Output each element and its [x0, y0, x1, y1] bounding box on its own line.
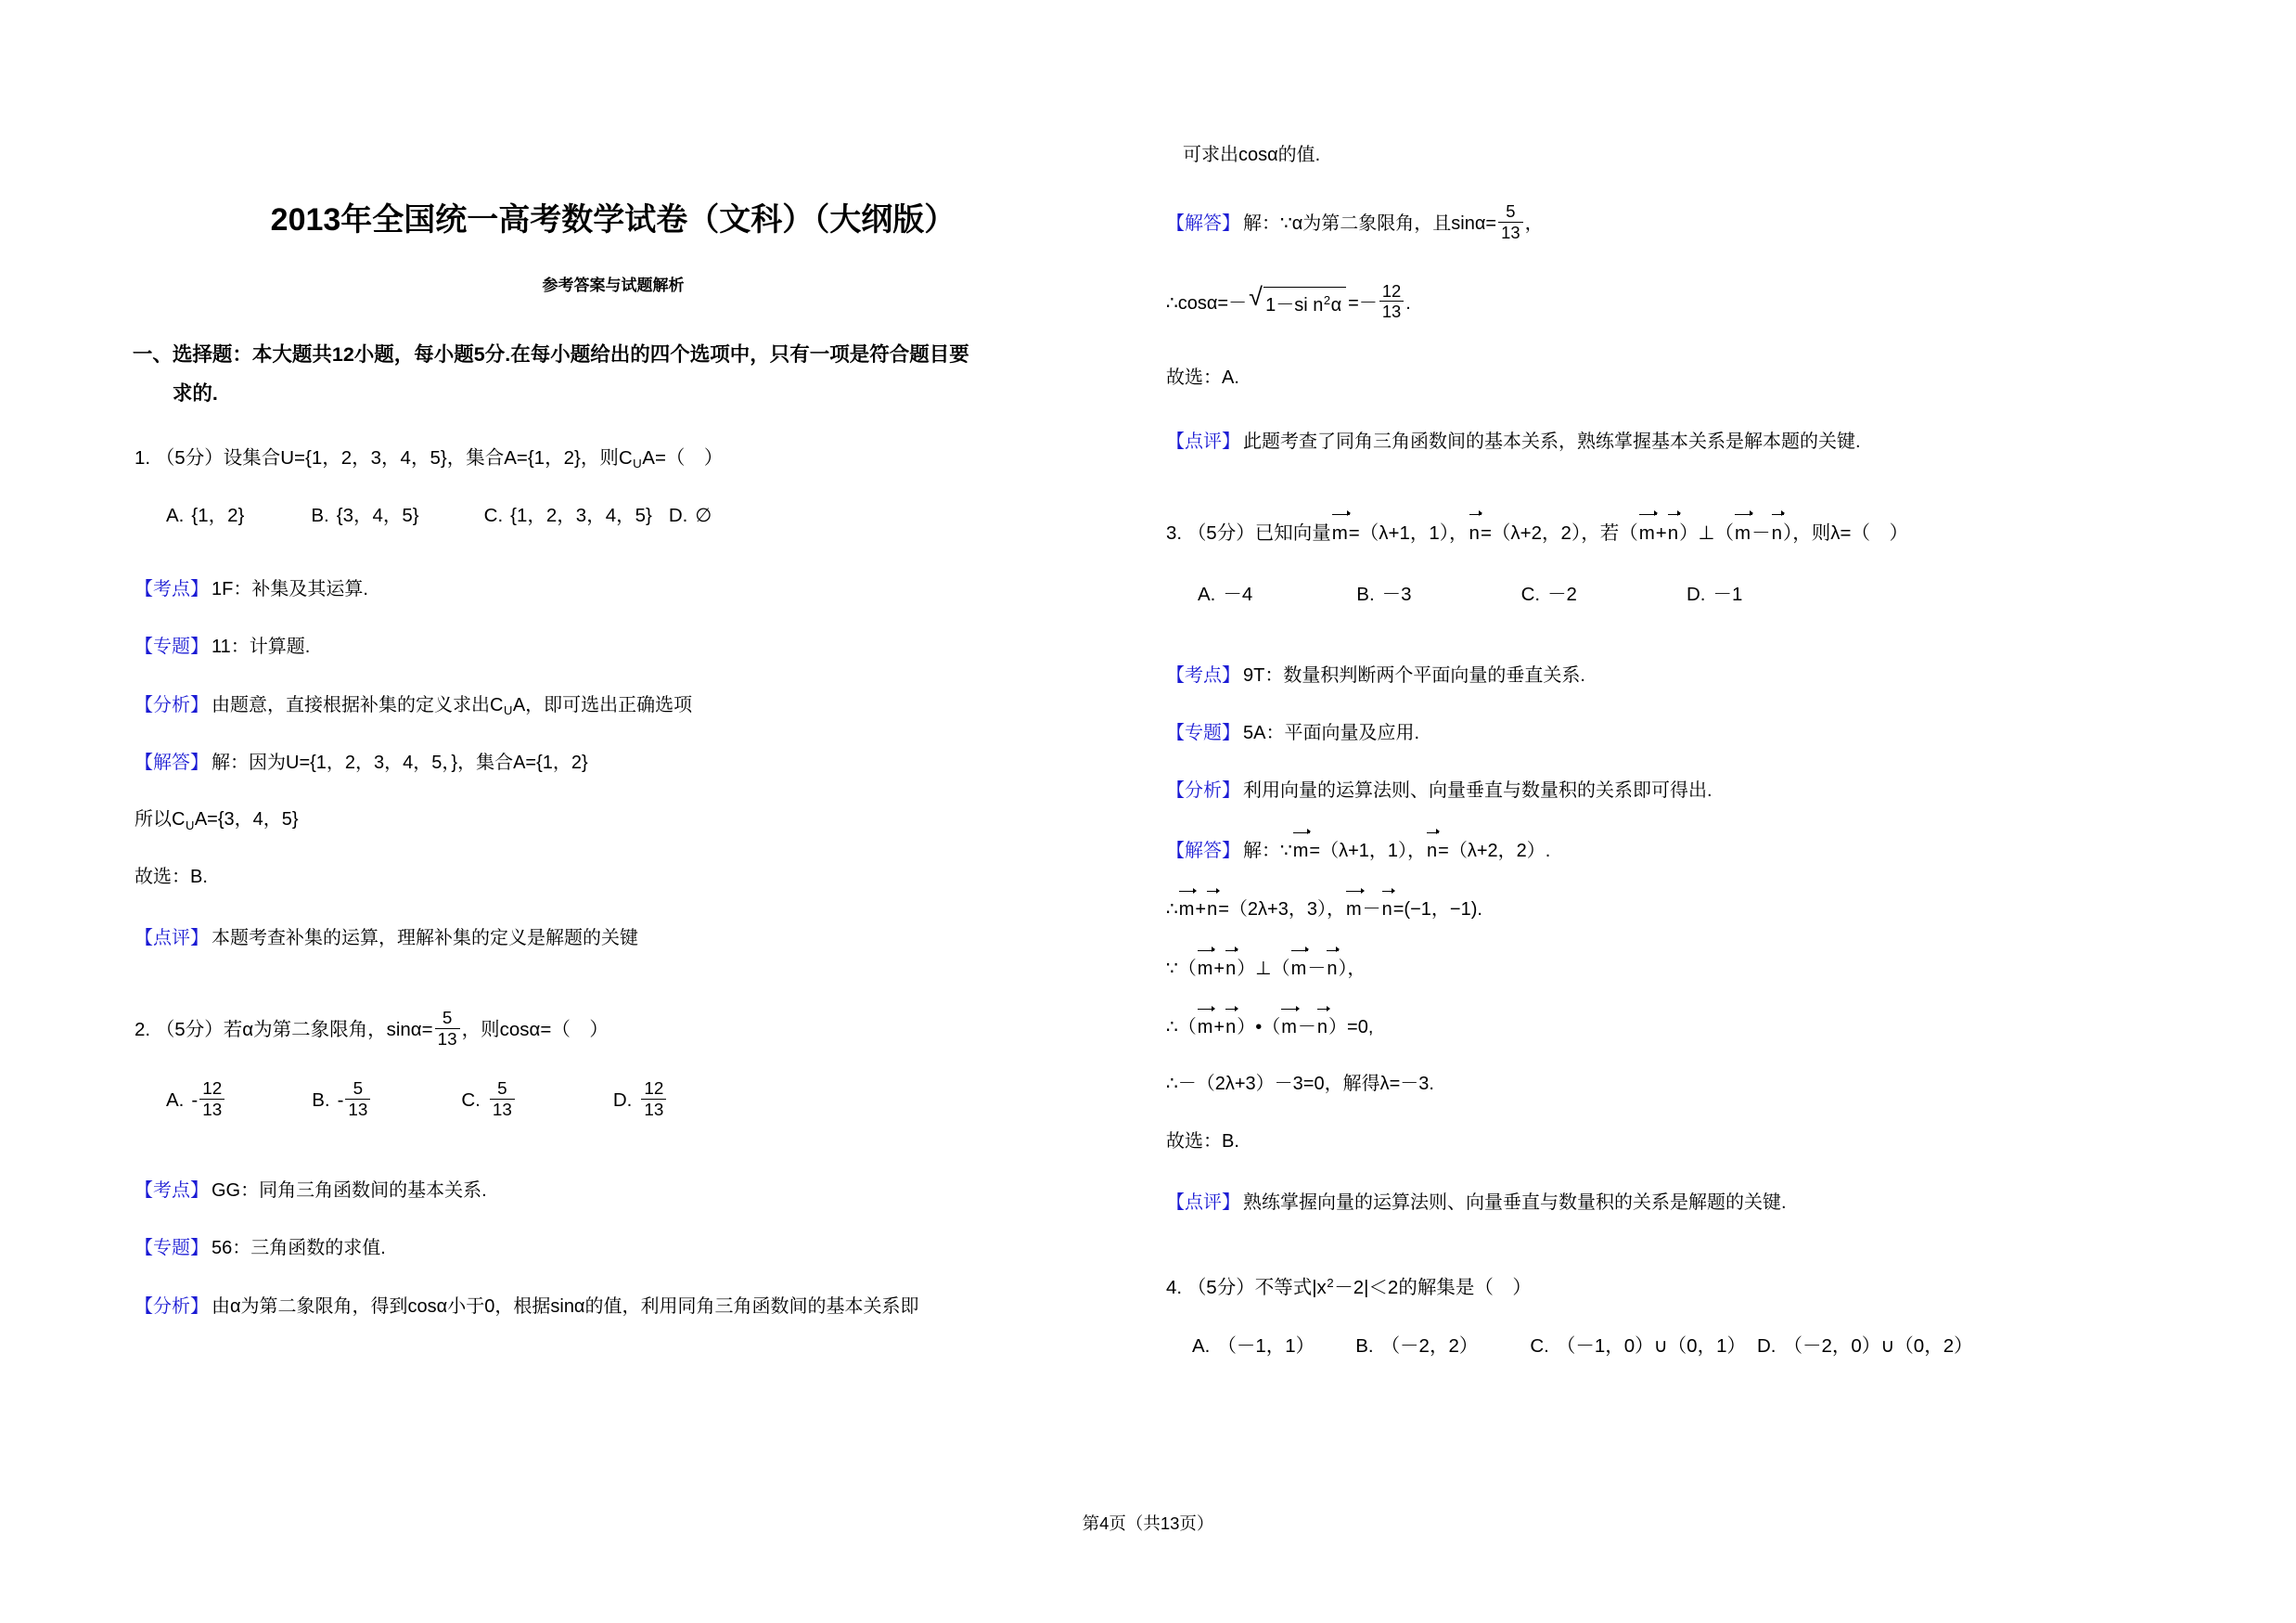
radicand-variable: α	[1330, 294, 1342, 316]
question-3-jieda: 【解答】 解：∵m=（λ+1，1），n=（λ+2，2）.	[1166, 833, 2225, 867]
kaodian-text: 9T：数量积判断两个平面向量的垂直关系.	[1243, 664, 1585, 686]
fraction-numerator: 5	[345, 1079, 370, 1100]
option-d-label: D.	[1686, 583, 1706, 605]
fraction-denominator: 13	[437, 1028, 457, 1049]
section-heading-line2: 求的.	[172, 382, 218, 406]
option-a-text: {1，2}	[191, 504, 245, 526]
option-b-label: B.	[311, 504, 329, 526]
formula-prefix: ∴cosα=－	[1166, 292, 1248, 314]
dianping-text: 此题考查了同角三角函数间的基本关系，熟练掌握基本关系是解本题的关键.	[1243, 431, 1861, 452]
option-c[interactable]	[1521, 578, 1577, 612]
option-d-text: （－2，0）∪（0，2）	[1783, 1335, 1973, 1358]
vector-m: m	[1198, 951, 1213, 985]
radicand	[1263, 287, 1346, 321]
vector-n: n	[1469, 515, 1480, 550]
question-4-score: （5分）	[1186, 1276, 1255, 1298]
square-root-expression	[1249, 282, 1346, 321]
fraction-denominator: 13	[1501, 222, 1520, 242]
question-1-stem-pre: 设集合U={1，2，3，4，5}，集合A={1，2}，则	[223, 447, 619, 470]
kaodian-tag: 【考点】	[135, 1179, 209, 1201]
option-b-text: （－2，2）	[1380, 1335, 1479, 1358]
complement-subscript: U	[503, 702, 513, 717]
page-subtitle: 参考答案与试题解析	[542, 277, 685, 295]
option-a-sign: -	[191, 1089, 199, 1112]
fenxi-tag: 【分析】	[135, 694, 209, 715]
fraction-numerator: 12	[1379, 282, 1404, 302]
option-d[interactable]	[613, 1079, 668, 1119]
option-d[interactable]	[1687, 578, 1742, 612]
option-b-fraction	[345, 1079, 370, 1119]
option-d-label: D.	[668, 504, 688, 526]
question-1-score: （5分）	[155, 447, 224, 470]
question-3-step-3: ∵（m+n）⊥（m－n），	[1166, 951, 2225, 985]
question-3-options	[1166, 578, 2225, 612]
option-c-label: C.	[483, 504, 504, 526]
radicand-text: 1－si n	[1265, 294, 1324, 316]
complement-subscript: U	[633, 457, 642, 471]
left-column	[0, 0, 1148, 1448]
question-2-stem-pre: 若α为第二象限角，sinα=	[223, 1018, 433, 1040]
question-2-options	[135, 1079, 1092, 1119]
jieda-text-pre: 解：∵α为第二象限角，且sinα=	[1243, 213, 1497, 235]
zhuanti-text: 5A：平面向量及应用.	[1243, 723, 1420, 744]
jieda-tag: 【解答】	[135, 753, 209, 774]
jieda-text-post: ，	[1524, 213, 1544, 235]
question-2	[135, 1009, 1092, 1322]
option-b-label: B.	[312, 1089, 330, 1112]
option-d-label: D.	[1756, 1335, 1777, 1358]
option-d-text: －1	[1712, 583, 1743, 605]
question-1-stem-post: A=（ ）	[642, 447, 724, 470]
vector-m: m	[1735, 515, 1751, 550]
question-3-step-4: ∴（m+n）•（m－n）=0,	[1166, 1010, 2225, 1043]
fenxi-text-post: A，即可选出正确选项	[512, 694, 693, 715]
option-a-label: A.	[1198, 583, 1216, 605]
question-3-number: 3.	[1166, 522, 1183, 544]
option-b[interactable]	[312, 1079, 372, 1119]
fraction-denominator: 13	[348, 1100, 368, 1120]
question-3-fenxi	[1166, 775, 2225, 806]
option-c[interactable]	[1530, 1330, 1746, 1363]
zhuanti-text: 11：计算题.	[212, 637, 311, 658]
option-b[interactable]	[1355, 1330, 1478, 1363]
question-3-dianping	[1166, 1187, 2225, 1218]
question-2-dianping	[1166, 426, 2225, 457]
page-footer: 第4页（共13页）	[1082, 1514, 1214, 1533]
option-d-fraction	[641, 1079, 666, 1119]
fenxi-text-pre: 由题意，直接根据补集的定义求出	[212, 694, 490, 715]
question-2-score: （5分）	[155, 1018, 224, 1040]
fraction-numerator: 12	[199, 1079, 224, 1100]
complement-symbol: C	[490, 694, 504, 715]
vector-m: m	[1291, 951, 1307, 985]
option-a[interactable]	[1192, 1330, 1315, 1363]
dianping-tag: 【点评】	[1166, 431, 1240, 452]
question-2-stem-post: ，则cosα=（ ）	[461, 1018, 609, 1040]
right-column	[1148, 0, 2295, 1448]
question-1-jieda	[135, 747, 1092, 779]
question-4-number: 4.	[1166, 1276, 1183, 1298]
vector-n: n	[1327, 951, 1337, 985]
question-1-step	[135, 804, 1092, 836]
vector-m: m	[1639, 515, 1655, 550]
question-2-jieda	[1166, 202, 2225, 241]
question-1	[135, 442, 1092, 955]
option-c[interactable]	[484, 499, 652, 533]
fraction-denominator: 13	[202, 1100, 223, 1120]
option-d[interactable]	[669, 499, 712, 533]
formula-suffix: .	[1405, 292, 1411, 314]
fraction-5-13	[1498, 202, 1522, 241]
option-b-label: B.	[1355, 1335, 1374, 1358]
option-c-label: C.	[1530, 1335, 1549, 1358]
option-b-label: B.	[1356, 583, 1375, 605]
vector-m: m	[1332, 515, 1348, 550]
option-c-text: {1，2，3，4，5}	[510, 504, 652, 526]
zhuanti-text: 56：三角函数的求值.	[212, 1238, 386, 1259]
option-a-label: A.	[1192, 1335, 1211, 1358]
option-c-label: C.	[1520, 583, 1541, 605]
kaodian-tag: 【考点】	[135, 578, 209, 599]
question-1-fenxi	[135, 689, 1092, 722]
fraction-12-13	[1379, 282, 1404, 321]
option-b-sign: -	[337, 1089, 344, 1112]
vector-n: n	[1207, 892, 1217, 925]
question-1-dianping	[135, 922, 1092, 954]
question-4-stem-pre: 不等式|x	[1254, 1276, 1327, 1298]
vector-n: n	[1772, 515, 1782, 550]
fraction-numerator: 5	[490, 1079, 515, 1100]
fraction-5-13	[435, 1009, 460, 1049]
question-1-options	[135, 499, 1092, 533]
question-3-answer: 故选：B.	[1166, 1130, 1239, 1152]
question-2-number: 2.	[135, 1018, 151, 1040]
question-1-stem	[135, 442, 1092, 475]
question-1-kaodian	[135, 573, 1092, 605]
jieda-tag: 【解答】	[1166, 213, 1240, 235]
option-c-label: C.	[461, 1089, 481, 1112]
page-title: 2013年全国统一高考数学试卷（文科）（大纲版）	[270, 202, 956, 238]
complement-subscript: U	[185, 818, 195, 832]
question-1-zhuanti	[135, 631, 1092, 663]
dianping-text: 本题考查补集的运算，理解补集的定义是解题的关键	[212, 928, 638, 949]
section-heading	[132, 336, 1092, 414]
question-2-answer: 故选：A.	[1166, 367, 1239, 389]
question-2-fenxi	[135, 1291, 1092, 1322]
question-3	[1166, 515, 2225, 1219]
option-b-text: －3	[1381, 583, 1412, 605]
exponent: 2	[1327, 1275, 1334, 1290]
vector-m: m	[1179, 892, 1195, 925]
dianping-tag: 【点评】	[135, 928, 209, 949]
question-1-answer: 故选：B.	[135, 866, 208, 887]
question-2-kaodian	[135, 1175, 1092, 1206]
fraction-numerator: 12	[641, 1079, 666, 1100]
vector-m: m	[1281, 1010, 1297, 1043]
option-a-label: A.	[166, 1089, 185, 1112]
fenxi-text: 利用向量的运算法则、向量垂直与数量积的关系即可得出.	[1243, 780, 1712, 802]
fraction-numerator: 5	[1498, 202, 1522, 222]
option-a-text: －4	[1223, 583, 1253, 605]
exponent: 2	[1323, 293, 1331, 308]
option-c-text: －2	[1547, 583, 1577, 605]
zhuanti-tag: 【专题】	[135, 1238, 209, 1259]
vector-n: n	[1317, 1010, 1328, 1043]
option-c-text: （－1，0）∪（0，1）	[1556, 1335, 1746, 1358]
option-b-text: {3，4，5}	[336, 504, 419, 526]
option-c[interactable]	[461, 1079, 516, 1119]
vector-n: n	[1382, 892, 1392, 925]
question-1-number: 1.	[135, 447, 151, 470]
option-a-fraction	[199, 1079, 224, 1119]
question-2-zhuanti	[135, 1232, 1092, 1264]
vector-n: n	[1427, 833, 1437, 867]
vector-m: m	[1346, 892, 1362, 925]
zhuanti-tag: 【专题】	[1166, 723, 1240, 744]
option-a-label: A.	[166, 504, 185, 526]
question-4-stem-post: －2|＜2的解集是（ ）	[1334, 1276, 1532, 1298]
option-a[interactable]	[166, 1079, 226, 1119]
question-3-stem: 3. （5分）已知向量m=（λ+1，1），n=（λ+2，2），若（m+n）⊥（m－n），则λ=（ ）	[1166, 515, 2225, 550]
fenxi-text: 由α为第二象限角，得到cosα小于0，根据sinα的值，利用同角三角函数间的基本关系即	[212, 1295, 919, 1317]
dianping-tag: 【点评】	[1166, 1192, 1240, 1214]
formula-middle: =－	[1348, 292, 1378, 314]
kaodian-text: GG：同角三角函数间的基本关系.	[212, 1179, 487, 1201]
question-3-zhuanti	[1166, 717, 2225, 749]
option-a-text: （－1，1）	[1217, 1335, 1315, 1358]
vector-m: m	[1293, 833, 1309, 867]
vector-n: n	[1225, 1010, 1236, 1043]
fraction-denominator: 13	[1381, 302, 1402, 322]
question-3-step-5: ∴－（2λ+3）－3=0，解得λ=－3.	[1166, 1074, 1434, 1095]
vector-n: n	[1668, 515, 1678, 550]
option-a[interactable]	[166, 499, 244, 533]
question-2-fenxi-continued	[1166, 139, 2225, 171]
complement-symbol: C	[618, 447, 633, 470]
dianping-text: 熟练掌握向量的运算法则、向量垂直与数量积的关系是解题的关键.	[1243, 1192, 1787, 1214]
step-pre: 所以	[135, 809, 172, 831]
vector-m: m	[1198, 1010, 1213, 1043]
option-d-label: D.	[612, 1089, 633, 1112]
option-c-fraction	[490, 1079, 515, 1119]
kaodian-tag: 【考点】	[1166, 664, 1240, 686]
kaodian-text: 1F：补集及其运算.	[212, 578, 368, 599]
question-3-score: （5分）	[1186, 522, 1255, 544]
option-a[interactable]	[1198, 578, 1252, 612]
question-4-stem	[1166, 1271, 2225, 1305]
question-4-options	[1166, 1330, 2225, 1363]
jieda-text: 解：因为U={1，2，3，4，5，}，集合A={1，2}	[212, 753, 588, 774]
option-b[interactable]	[311, 499, 418, 533]
jieda-tag: 【解答】	[1166, 840, 1240, 861]
fenxi-tag: 【分析】	[1166, 780, 1240, 802]
vector-n: n	[1225, 951, 1236, 985]
complement-symbol: C	[172, 809, 186, 831]
fraction-denominator: 13	[492, 1100, 512, 1120]
section-heading-line1: 一、选择题：本大题共12小题，每小题5分.在每小题给出的四个选项中，只有一项是符合题目要	[132, 343, 969, 367]
question-3-step-2: ∴m+n=（2λ+3，3），m－n=(−1，−1).	[1166, 892, 2225, 925]
question-4	[1166, 1271, 2225, 1364]
question-2-formula	[1166, 282, 2225, 321]
question-3-kaodian	[1166, 660, 2225, 691]
question-2-stem	[135, 1009, 1092, 1049]
zhuanti-tag: 【专题】	[135, 637, 209, 658]
fraction-numerator: 5	[435, 1009, 460, 1029]
option-d-text: ∅	[695, 504, 712, 526]
option-b[interactable]	[1356, 578, 1411, 612]
fenxi-tag: 【分析】	[135, 1295, 209, 1317]
option-d[interactable]	[1757, 1330, 1973, 1363]
step-post: A={3，4，5}	[194, 809, 299, 831]
fraction-denominator: 13	[644, 1100, 664, 1120]
radical-sign: √	[1249, 282, 1263, 311]
fenxi-continued-text: 可求出cosα的值.	[1183, 145, 1321, 165]
